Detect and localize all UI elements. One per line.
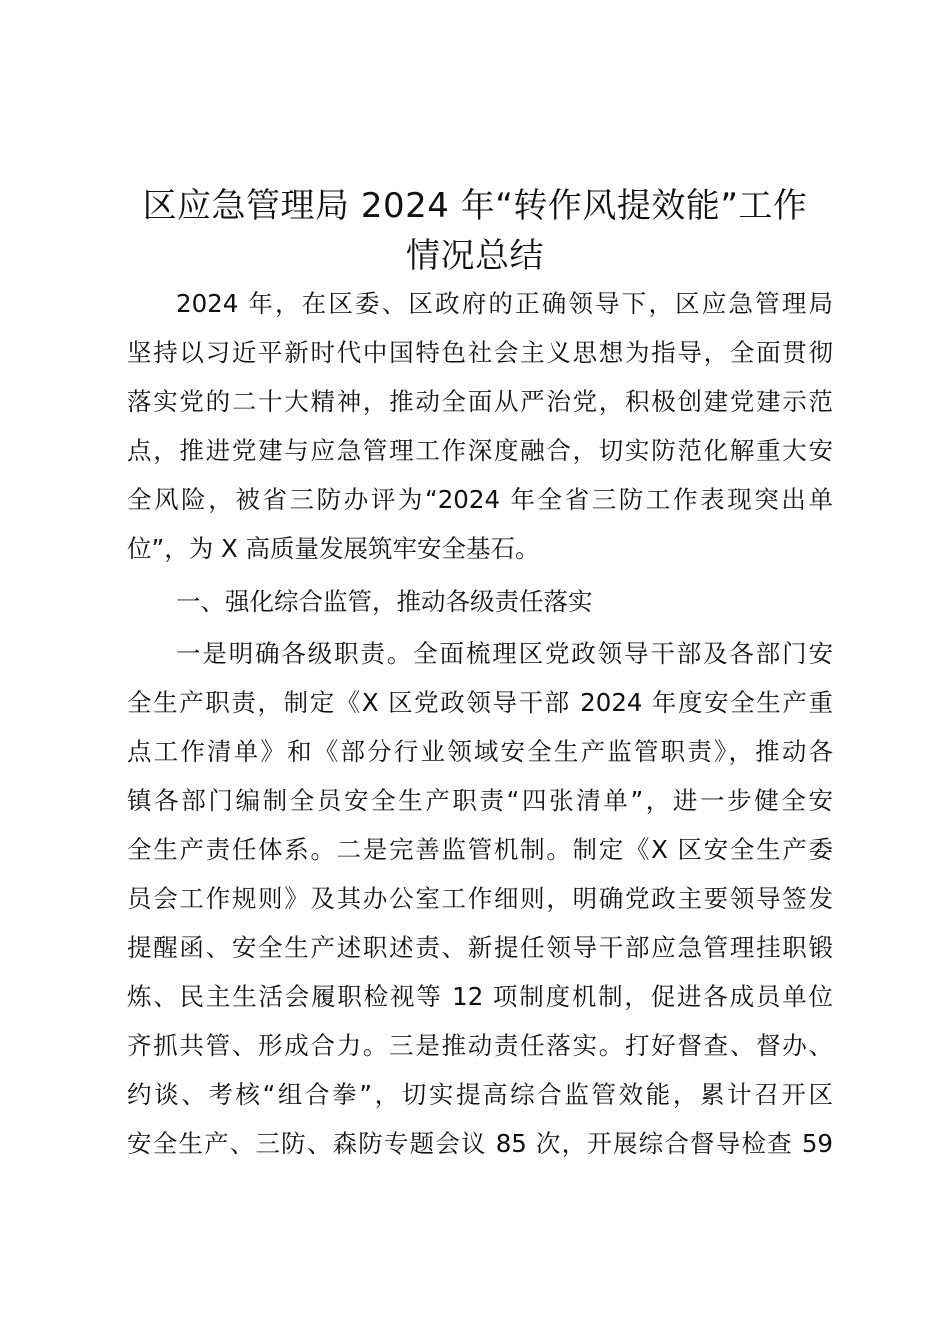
section-heading-1: 一、强化综合监管，推动各级责任落实 — [176, 587, 593, 616]
paragraph-line-10: 镇各部门编制全员安全生产职责“四张清单”，进一步健全安 — [127, 786, 833, 815]
paragraph-line-4: 点，推进党建与应急管理工作深度融合，切实防范化解重大安 — [127, 436, 833, 465]
document-title-line-2: 情况总结 — [406, 236, 544, 276]
paragraph-line-8: 全生产职责，制定《X 区党政领导干部 2024 年度安全生产重 — [127, 688, 833, 717]
paragraph-line-14: 炼、民主生活会履职检视等 12 项制度机制，促进各成员单位 — [127, 982, 833, 1011]
paragraph-line-13: 提醒函、安全生产述职述责、新提任领导干部应急管理挂职锻 — [127, 933, 833, 962]
paragraph-line-11: 全生产责任体系。二是完善监管机制。制定《X 区安全生产委 — [127, 835, 833, 864]
paragraph-line-2: 坚持以习近平新时代中国特色社会主义思想为指导，全面贯彻 — [127, 338, 833, 367]
paragraph-line-5: 全风险，被省三防办评为“2024 年全省三防工作表现突出单 — [127, 485, 833, 514]
paragraph-line-16: 约谈、考核“组合拳”，切实提高综合监管效能，累计召开区 — [127, 1080, 833, 1109]
document-title-line-1: 区应急管理局 2024 年“转作风提效能”工作 — [142, 186, 808, 226]
paragraph-line-17: 安全生产、三防、森防专题会议 85 次，开展综合督导检查 59 — [127, 1129, 833, 1158]
paragraph-line-1: 2024 年，在区委、区政府的正确领导下，区应急管理局 — [176, 289, 833, 318]
paragraph-line-9: 点工作清单》和《部分行业领域安全生产监管职责》，推动各 — [127, 737, 833, 766]
paragraph-line-6: 位”，为 X 高质量发展筑牢安全基石。 — [127, 534, 540, 563]
paragraph-line-3: 落实党的二十大精神，推动全面从严治党，积极创建党建示范 — [127, 387, 833, 416]
paragraph-line-7: 一是明确各级职责。全面梳理区党政领导干部及各部门安 — [176, 639, 833, 668]
paragraph-line-12: 员会工作规则》及其办公室工作细则，明确党政主要领导签发 — [127, 884, 833, 913]
paragraph-line-15: 齐抓共管、形成合力。三是推动责任落实。打好督查、督办、 — [127, 1031, 833, 1060]
